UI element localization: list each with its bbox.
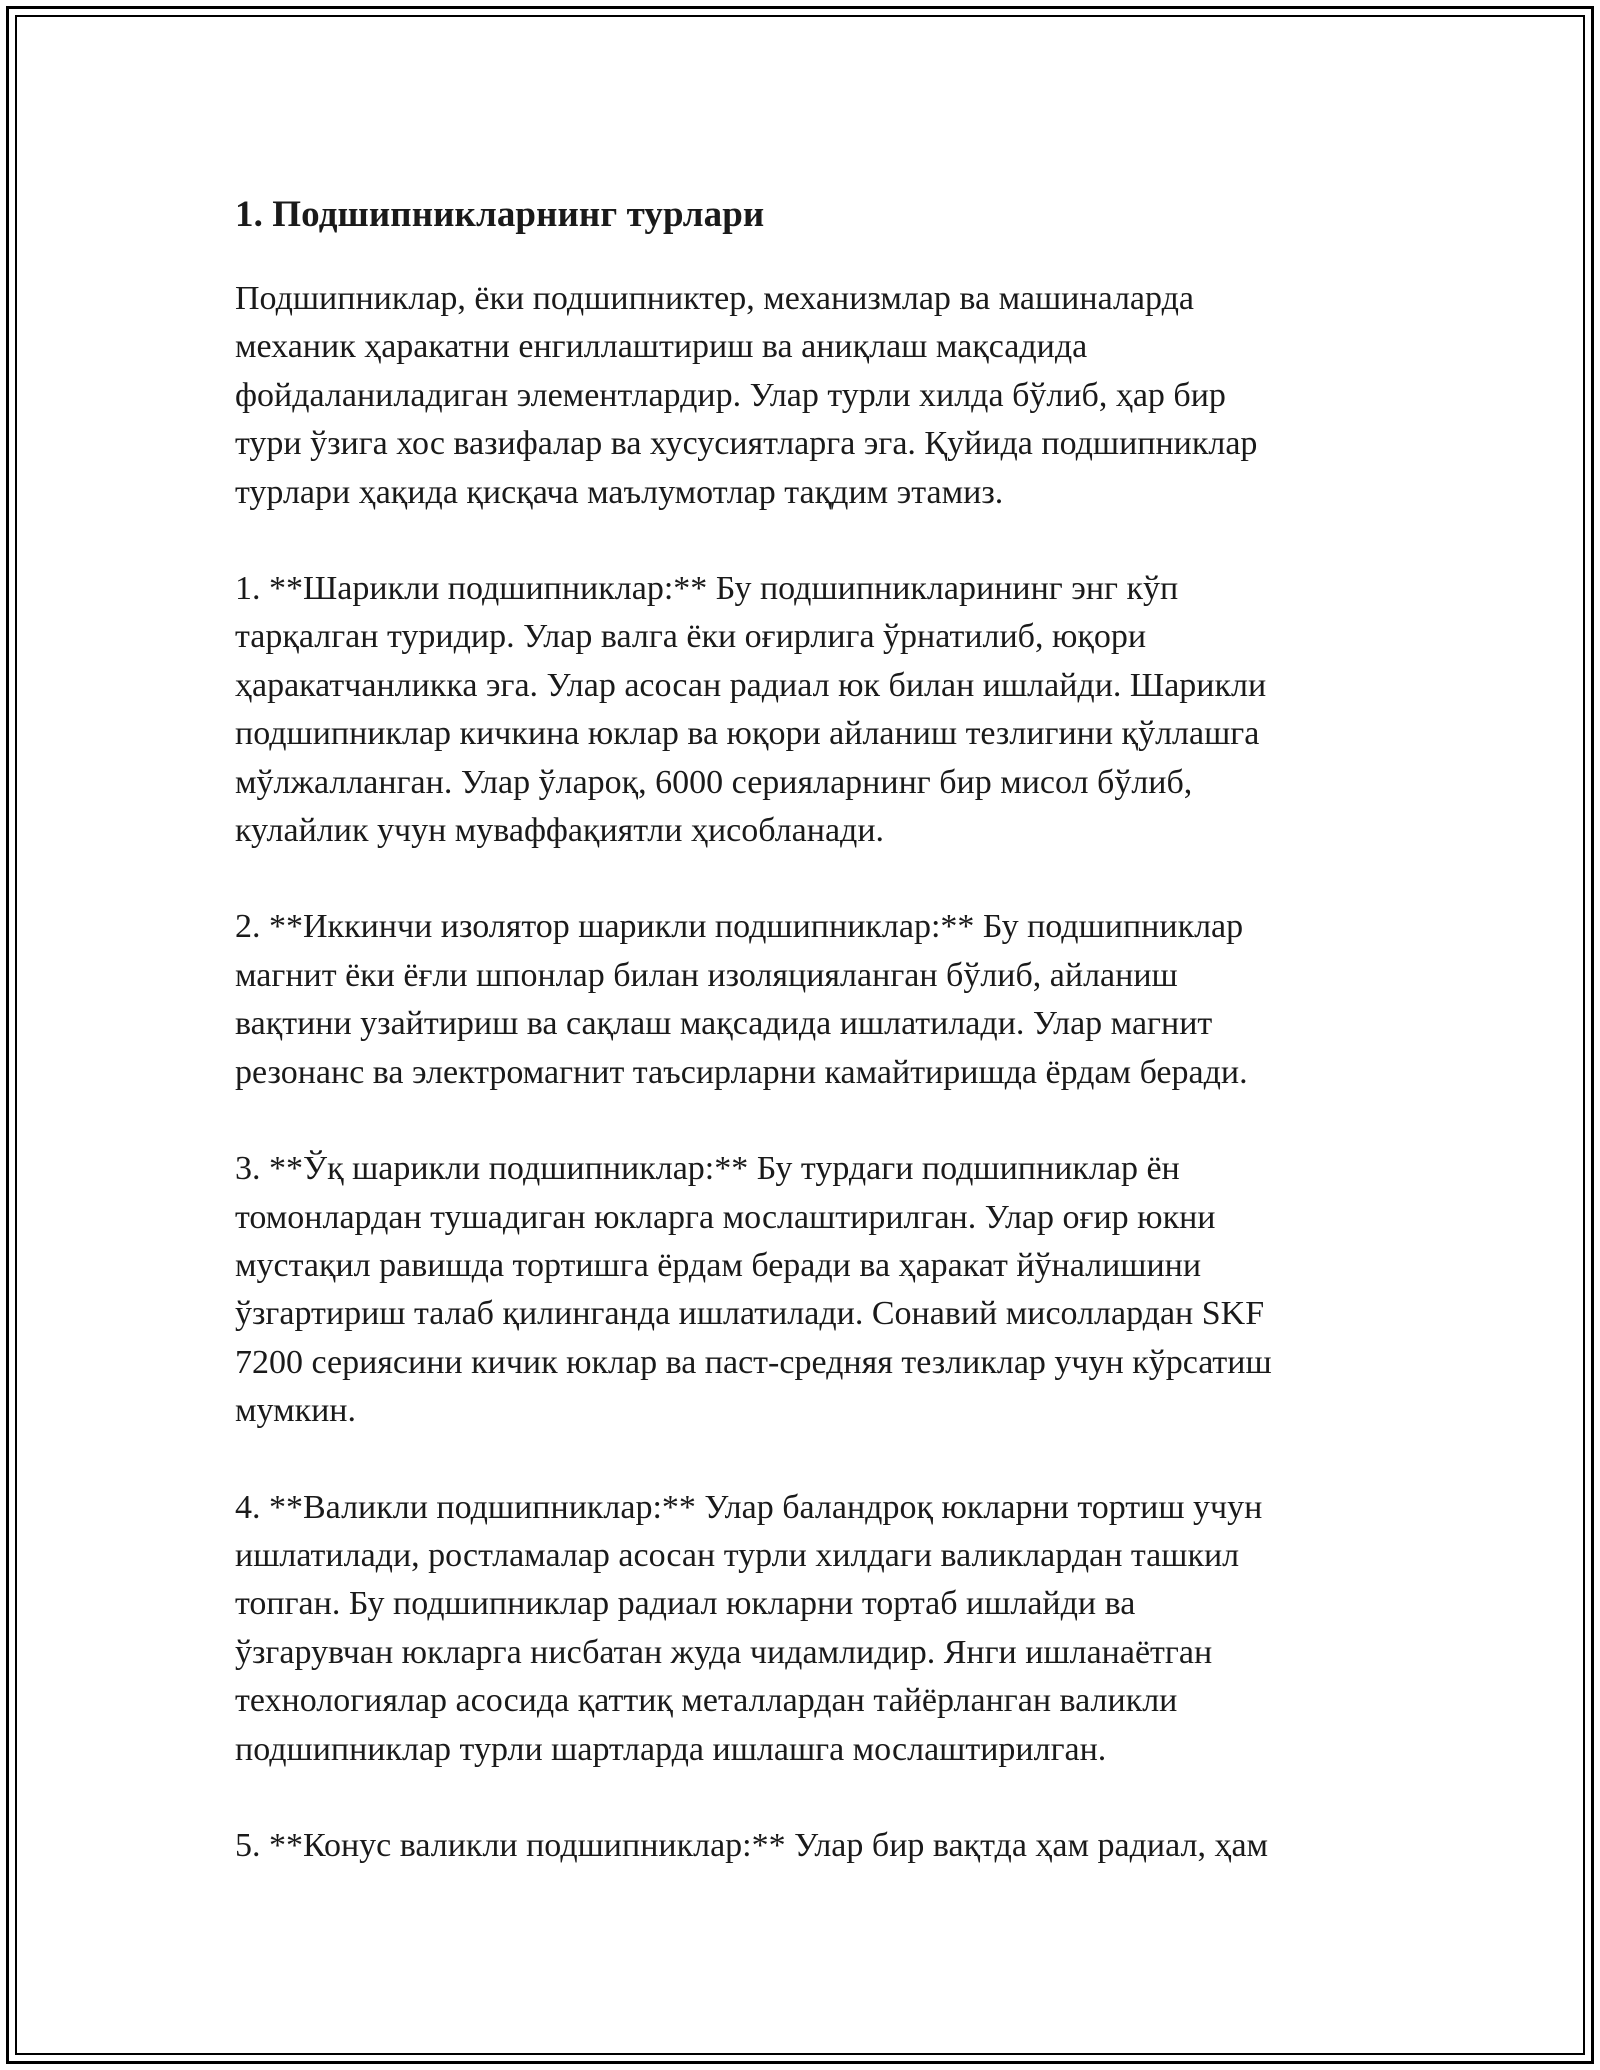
list-item-roller-bearings: 4. **Валикли подшипниклар:** Улар баландроқ юкларни тортиш учун ишлатилади, ростламалар асосан турли хилдаги валиклардан ташкил топган. Бу подшипниклар радиал юкларни тортаб ишлайди ва ўзгарувчан юкларга нисбатан жуда чидамлидир. Янги ишланаётган технологиялар асосида қаттиқ металлардан тайёрланган валикли подшипниклар турли шартларда ишлашга мослаштирилган.: [235, 1488, 1263, 1768]
document-body: [235, 185, 1385, 1918]
list-item-thrust-ball-bearings: 3. **Ўқ шарикли подшипниклар:** Бу турдаги подшипниклар ён томонлардан тушадиган юкларга мослаштирилган. Улар оғир юкни мустақил равишда тортишга ёрдам беради ва ҳаракат йўналишини ўзгартириш талаб қилинганда ишлатилади. Сонавий мисоллардан SKF 7200 сериясини кичик юклар ва паст-средняя тезликлар учун кўрсатиш мумкин.: [235, 1150, 1272, 1430]
intro-paragraph: Подшипниклар, ёки подшипниктер, механизмлар ва машиналарда механик ҳаракатни енгиллаштириш ва аниқлаш мақсадида фойдаланиладиган элементлардир. Улар турли хилда бўлиб, ҳар бир тури ўзига хос вазифалар ва хусусиятларга эга. Қуйида подшипниклар турлари ҳақида қисқача маълумотлар тақдим этамиз.: [235, 280, 1258, 511]
list-item-ball-bearings: 1. **Шарикли подшипниклар:** Бу подшипникларининг энг кўп тарқалган туридир. Улар валга ёки оғирлига ўрнатилиб, юқори ҳаракатчанликка эга. Улар асосан радиал юк билан ишлайди. Шарикли подшипниклар кичкина юклар ва юқори айланиш тезлигини қўллашга мўлжалланган. Улар ўлароқ, 6000 серияларнинг бир мисол бўлиб, кулайлик учун муваффақиятли ҳисобланади.: [235, 570, 1267, 850]
list-item-insulated-bearings: 2. **Иккинчи изолятор шарикли подшипниклар:** Бу подшипниклар магнит ёки ёғли шпонлар билан изоляцияланган бўлиб, айланиш вақтини узайтириш ва сақлаш мақсадида ишлатилади. Улар магнит резонанс ва электромагнит таъсирларни камайтиришда ёрдам беради.: [235, 908, 1248, 1091]
section-heading: 1. Подшипникларнинг турлари: [235, 194, 765, 235]
list-item-tapered-roller-bearings: 5. **Конус валикли подшипниклар:** Улар бир вақтда ҳам радиал, ҳам: [235, 1826, 1269, 1864]
